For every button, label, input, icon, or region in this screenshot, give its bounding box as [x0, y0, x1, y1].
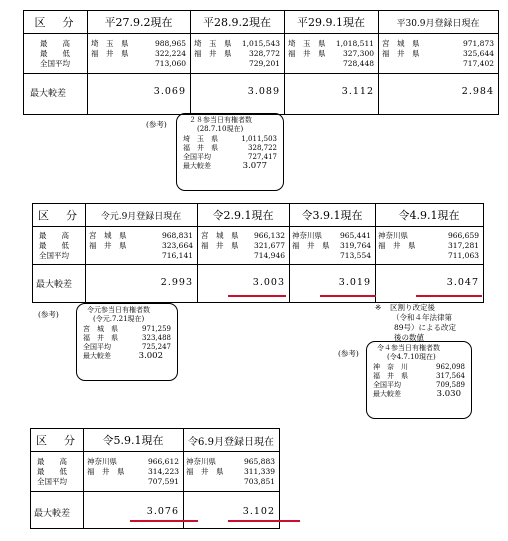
avg-value: 711,063 — [447, 251, 479, 260]
col-header: 令3.9.1現在 — [301, 209, 363, 222]
reference-box-r1 — [76, 303, 178, 381]
max-pref: 埼 玉 県 — [194, 39, 232, 48]
note-date: (令4.7.10現在) — [387, 353, 436, 362]
row-label-ratio: 最大較差 — [36, 280, 73, 290]
table-2023-2024 — [30, 428, 280, 529]
max-value: 965,883 — [243, 457, 275, 466]
highlight-underline — [228, 295, 286, 297]
min-pref: 福 井 県 — [87, 467, 125, 476]
row-label-min: 最 低 — [39, 241, 69, 250]
ratio-value: 3.069 — [153, 86, 186, 97]
table-2015-2018 — [23, 10, 499, 115]
reference-label: (参考) — [38, 310, 59, 319]
min-pref: 福 井 県 — [89, 241, 127, 250]
row-label-ratio: 最大較差 — [30, 89, 67, 99]
header-category: 区 分 — [38, 209, 80, 222]
note-min-value: 328,722 — [248, 143, 277, 152]
min-pref: 福 井 県 — [91, 49, 129, 58]
note-min-pref: 福 井 県 — [83, 333, 118, 342]
max-pref: 埼 玉 県 — [91, 39, 129, 48]
min-value: 314,223 — [147, 467, 179, 476]
note-title: ２８参当日有権者数 — [189, 116, 252, 124]
min-value: 328,772 — [248, 49, 280, 58]
highlight-underline — [228, 520, 300, 522]
min-pref: 福 井 県 — [201, 241, 239, 250]
col-header: 平30.9月登録日現在 — [396, 18, 480, 29]
max-pref: 神奈川県 — [87, 457, 117, 466]
row-label-avg: 全国平均 — [40, 59, 70, 68]
max-pref: 宮 城 県 — [382, 39, 420, 48]
min-pref: 福 井 県 — [382, 49, 420, 58]
side-note-line: （令和４年法律第 — [392, 313, 452, 322]
side-note-line: 区割り改定後 — [390, 303, 435, 312]
note-avg-value: 727,417 — [248, 153, 277, 162]
note-max-value: 971,259 — [142, 324, 171, 333]
note-max-pref: 埼 玉 県 — [183, 134, 218, 143]
col-header: 平28.9.2現在 — [203, 16, 271, 29]
avg-value: 717,402 — [462, 59, 494, 68]
note-avg-label: 全国平均 — [373, 381, 401, 390]
max-pref: 神奈川県 — [292, 231, 322, 240]
avg-value: 707,591 — [147, 477, 179, 486]
max-pref: 宮 城 県 — [89, 231, 127, 240]
reference-box-h28 — [176, 113, 284, 191]
max-value: 965,441 — [339, 231, 371, 240]
col-header: 平29.9.1現在 — [297, 16, 365, 29]
ratio-value: 2.993 — [160, 277, 193, 288]
min-value: 325,644 — [462, 49, 494, 58]
side-note-line: 後の数値 — [394, 333, 424, 342]
max-pref: 埼 玉 県 — [288, 39, 326, 48]
ratio-value: 3.089 — [247, 86, 280, 97]
side-note-mark: ※ — [375, 303, 382, 312]
table-2019-2022 — [32, 203, 484, 303]
reference-label: (参考) — [338, 349, 359, 358]
col-header: 平27.9.2現在 — [104, 16, 173, 29]
min-pref: 福 井 県 — [194, 49, 232, 58]
note-min-pref: 福 井 県 — [373, 371, 408, 380]
note-ratio-label: 最大較差 — [373, 390, 401, 399]
ratio-value: 3.112 — [341, 86, 374, 97]
max-pref: 宮 城 県 — [201, 231, 239, 240]
note-ratio-value: 3.077 — [242, 161, 267, 172]
avg-value: 703,851 — [243, 477, 275, 486]
min-value: 322,224 — [154, 49, 186, 58]
avg-value: 728,448 — [342, 59, 374, 68]
ratio-value: 3.102 — [242, 506, 275, 517]
highlight-underline — [130, 520, 198, 522]
col-header: 令6.9月登録日現在 — [188, 436, 274, 448]
note-max-pref: 宮 城 県 — [83, 324, 118, 333]
min-pref: 福 井 県 — [378, 241, 416, 250]
col-header: 令4.9.1現在 — [398, 209, 460, 222]
max-value: 1,015,543 — [241, 39, 280, 48]
row-label-ratio: 最大較差 — [34, 509, 71, 519]
note-title: 令４参当日有権者数 — [377, 344, 440, 352]
ratio-value: 3.076 — [146, 506, 179, 517]
max-pref: 神奈川県 — [378, 231, 408, 240]
min-value: 321,677 — [253, 241, 285, 250]
ratio-value: 3.047 — [446, 277, 479, 288]
col-header: 令元.9月登録日現在 — [100, 211, 182, 222]
note-title: 令元参当日有権者数 — [87, 306, 150, 314]
ratio-value: 3.003 — [252, 277, 285, 288]
note-date: (令元.7.21現在) — [93, 315, 145, 324]
avg-value: 714,946 — [253, 251, 285, 260]
col-header: 令2.9.1現在 — [212, 209, 274, 222]
note-min-value: 323,488 — [142, 333, 171, 342]
note-ratio-value: 3.030 — [436, 389, 461, 400]
avg-value: 713,554 — [339, 251, 371, 260]
row-label-min: 最 低 — [37, 467, 67, 476]
highlight-underline — [320, 295, 376, 297]
min-value: 327,300 — [342, 49, 374, 58]
avg-value: 713,060 — [154, 59, 186, 68]
row-label-max: 最 高 — [40, 39, 70, 48]
row-label-avg: 全国平均 — [37, 477, 67, 486]
note-avg-label: 全国平均 — [183, 153, 211, 162]
min-value: 323,664 — [161, 241, 193, 250]
note-ratio-value: 3.002 — [138, 351, 163, 362]
note-min-pref: 福 井 県 — [183, 143, 218, 152]
side-note-line: 89号）による改定 — [394, 323, 457, 332]
note-ratio-label: 最大較差 — [183, 162, 211, 171]
ratio-value: 2.984 — [461, 86, 494, 97]
note-avg-value: 725,247 — [142, 343, 171, 352]
note-date: (28.7.10現在) — [197, 125, 244, 134]
reference-label: (参考) — [146, 120, 167, 129]
row-label-avg: 全国平均 — [39, 251, 69, 260]
reference-box-r4 — [366, 341, 472, 419]
header-category: 区 分 — [36, 434, 78, 447]
min-pref: 福 井 県 — [292, 241, 330, 250]
min-value: 317,281 — [447, 241, 479, 250]
min-value: 319,764 — [339, 241, 371, 250]
max-value: 971,873 — [462, 39, 494, 48]
header-category: 区 分 — [34, 16, 77, 29]
note-min-value: 317,564 — [436, 371, 465, 380]
max-value: 966,612 — [147, 457, 179, 466]
highlight-underline — [416, 295, 482, 297]
max-value: 966,659 — [447, 231, 479, 240]
min-value: 311,339 — [243, 467, 275, 476]
max-value: 1,018,511 — [335, 39, 374, 48]
note-avg-label: 全国平均 — [83, 343, 111, 352]
max-value: 988,965 — [154, 39, 186, 48]
row-label-max: 最 高 — [37, 457, 67, 466]
col-header: 令5.9.1現在 — [102, 434, 164, 447]
note-ratio-label: 最大較差 — [83, 352, 111, 361]
side-note — [390, 303, 456, 343]
min-pref: 福 井 県 — [288, 49, 326, 58]
note-max-pref: 神 奈 川 — [373, 362, 408, 371]
max-pref: 神奈川県 — [186, 457, 216, 466]
row-label-min: 最 低 — [40, 49, 70, 58]
avg-value: 729,201 — [248, 59, 280, 68]
ratio-value: 3.019 — [338, 277, 371, 288]
avg-value: 716,141 — [161, 251, 193, 260]
max-value: 966,132 — [253, 231, 285, 240]
note-avg-value: 709,589 — [436, 381, 465, 390]
min-pref: 福 井 県 — [186, 467, 224, 476]
row-label-max: 最 高 — [39, 231, 69, 240]
note-max-value: 962,098 — [436, 362, 465, 371]
max-value: 968,831 — [161, 231, 193, 240]
note-max-value: 1,011,503 — [241, 134, 277, 143]
